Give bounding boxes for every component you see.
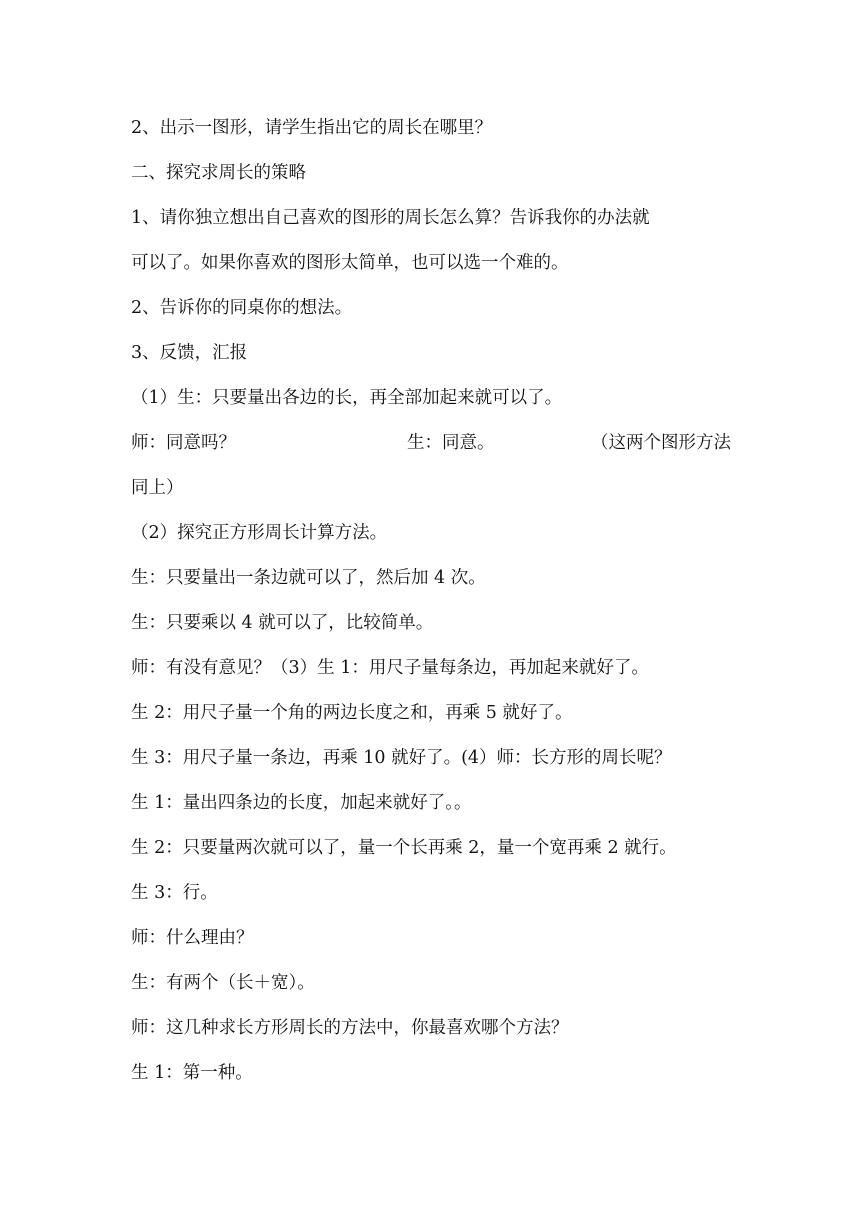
text-line: 生 3：行。 <box>131 883 218 903</box>
text-line: 生 2：只要量两次就可以了，量一个长再乘 2，量一个宽再乘 2 就行。 <box>131 838 677 858</box>
text-line: 师：有没有意见？（3）生 1：用尺子量每条边，再加起来就好了。 <box>131 658 649 678</box>
text-line: 师：这几种求长方形周长的方法中，你最喜欢哪个方法？ <box>131 1018 569 1038</box>
text-line: 同上） <box>131 478 184 498</box>
text-line: 生：有两个（长＋宽）。 <box>131 973 315 993</box>
student-text: 生：同意。 <box>407 433 495 453</box>
text-line: 3、反馈，汇报 <box>131 343 248 363</box>
text-line: 生 2：用尺子量一个角的两边长度之和，再乘 5 就好了。 <box>131 703 573 723</box>
note-text: （这两个图形方法 <box>591 433 731 453</box>
text-line: 师：什么理由？ <box>131 928 254 948</box>
text-line: （1）生：只要量出各边的长，再全部加起来就可以了。 <box>131 388 563 408</box>
text-line: 生 1：量出四条边的长度，加起来就好了。。 <box>131 793 472 813</box>
text-line: 生 3：用尺子量一条边，再乘 10 就好了。(4）师：长方形的周长呢？ <box>131 748 672 768</box>
dialogue-line <box>131 431 731 455</box>
teacher-text: 师：同意吗？ <box>131 433 236 453</box>
text-line: 1、请你独立想出自己喜欢的图形的周长怎么算？告诉我你的办法就 <box>131 208 650 228</box>
text-line: （2）探究正方形周长计算方法。 <box>131 523 388 543</box>
text-line: 2、出示一图形，请学生指出它的周长在哪里？ <box>131 118 493 138</box>
text-line: 生 1：第一种。 <box>131 1063 253 1083</box>
text-line: 2、告诉你的同桌你的想法。 <box>131 298 353 318</box>
text-line: 生：只要量出一条边就可以了，然后加 4 次。 <box>131 568 486 588</box>
text-line: 可以了。如果你喜欢的图形太简单，也可以选一个难的。 <box>131 253 569 273</box>
section-heading: 二、探究求周长的策略 <box>131 163 306 183</box>
text-line: 生：只要乘以 4 就可以了，比较简单。 <box>131 613 434 633</box>
